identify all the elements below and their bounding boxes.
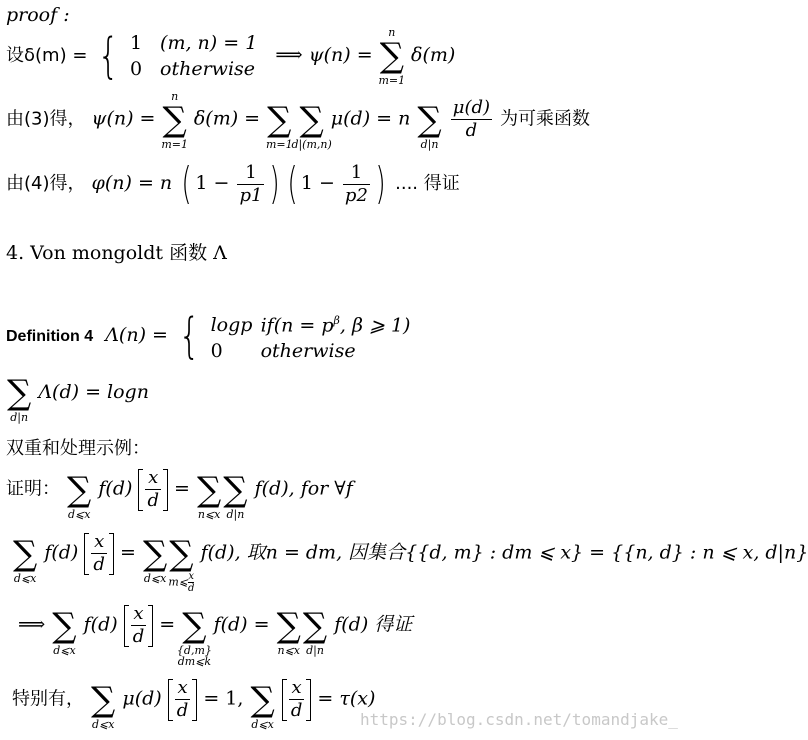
sum-sub: d⩽x	[67, 507, 91, 521]
floor-left-bracket	[282, 679, 287, 721]
line3-prefix: 由(4)得，	[6, 173, 86, 194]
sum-sub: m=1	[265, 137, 293, 151]
phi-formula-line	[6, 158, 460, 209]
fraction-denominator: d	[132, 626, 145, 647]
double-sum-title: 双重和处理示例：	[6, 438, 150, 459]
fraction-numerator: 1	[237, 163, 264, 185]
delta-prefix: 设δ(m) =	[6, 45, 88, 66]
sum-sup: n	[171, 89, 179, 103]
line3-tail: .... 得证	[395, 173, 460, 194]
sum-symbol: ∑ m⩽ $\frac{x}{d}$	[168, 533, 195, 594]
sub-fraction-denominator: d	[188, 582, 195, 594]
sum-sub: d|(m,n)	[291, 137, 332, 151]
case2-condition: otherwise	[260, 340, 356, 363]
fraction-denominator: d	[147, 490, 159, 511]
lambda-sum-line	[6, 373, 149, 424]
case1-superscript: β	[333, 314, 340, 327]
sum-sup: n	[388, 26, 396, 39]
left-brace: {	[98, 28, 120, 84]
fraction-numerator: x	[289, 678, 305, 700]
sum-symbol: ∑ d|n	[302, 605, 328, 657]
psi-lhs-2: ψ(n) =	[91, 107, 156, 130]
one-over-p2-fraction	[343, 163, 370, 206]
equals-sign: =	[119, 541, 136, 564]
right-paren: )	[375, 158, 386, 209]
case1-rest: , β ⩾ 1)	[339, 314, 411, 337]
fraction-numerator: μ(d)	[452, 97, 491, 118]
floor-right-bracket	[306, 679, 311, 721]
sum-sub: d⩽x	[251, 717, 274, 731]
proof-label: proof :	[6, 4, 70, 26]
case2-condition: otherwise	[160, 58, 256, 80]
delta-definition-line	[6, 26, 456, 87]
proof-tail: f(d), for ∀f	[254, 477, 353, 500]
implies-arrow: ⟹	[18, 613, 46, 636]
sum-symbol: ∑ d⩽x	[142, 533, 168, 585]
case1-value: logp	[210, 314, 253, 337]
fraction-numerator: x	[131, 604, 147, 626]
definition-label: Definition 4	[6, 328, 94, 346]
sum-symbol: ∑ d⩽x	[13, 533, 38, 585]
line8-tail: = τ(x)	[317, 687, 376, 710]
sum-symbol: ∑ d|n	[7, 373, 32, 424]
sum-symbol: ∑ d|(m,n)	[291, 99, 332, 151]
line2-tail: 为可乘函数	[500, 108, 591, 130]
case2-value: 0	[130, 58, 143, 80]
case1-condition: if(n = p	[260, 314, 334, 337]
floor-right-bracket	[148, 605, 153, 647]
sum-symbol: ∑ m=1	[265, 99, 293, 151]
substitution-line	[12, 531, 808, 594]
sum-symbol: ∑ d|n	[417, 99, 442, 151]
fraction-denominator: d	[93, 554, 105, 575]
sum-symbol: ∑ d⩽x	[67, 469, 92, 521]
x-over-d-fraction	[145, 468, 161, 511]
line2-prefix: 由(3)得，	[6, 108, 86, 130]
equals-sign: =	[159, 613, 176, 636]
line7-tail: f(d) 得证	[334, 613, 413, 636]
proof-prefix: 证明：	[6, 478, 60, 500]
case1-value: 1	[130, 32, 143, 54]
case2-value: 0	[210, 340, 223, 363]
line8-prefix: 特别有，	[12, 688, 84, 710]
mid1: δ(m) =	[193, 107, 261, 130]
floor-right-bracket	[192, 679, 197, 721]
implies-arrow: ⟹	[275, 44, 303, 66]
fraction-numerator: 1	[343, 163, 370, 185]
fraction-denominator: d	[290, 700, 303, 721]
delta-cases	[130, 30, 257, 82]
sum-sub: d⩽x	[53, 643, 76, 657]
sum-symbol: ∑ d|n	[223, 469, 248, 521]
fraction-denominator: d	[176, 700, 189, 721]
left-paren: (	[181, 158, 192, 209]
definition-4-line	[6, 308, 410, 364]
lambda-cases	[211, 308, 411, 364]
sum-sub-text: m⩽	[168, 575, 188, 588]
floor-left-bracket	[138, 469, 143, 511]
sum-sub-two-line	[177, 645, 212, 667]
psi-multiplicative-line	[6, 89, 591, 151]
sum-symbol: n ∑ m=1	[161, 89, 188, 151]
special-case-line	[12, 677, 376, 731]
sum-sub: d|n	[420, 137, 439, 151]
conclusion-line	[18, 603, 413, 668]
watermark-url: https://blog.csdn.net/tomandjake_	[360, 710, 678, 729]
f-d: f(d)	[44, 541, 79, 564]
mu-d: μ(d)	[122, 687, 162, 710]
equals-sign: =	[174, 477, 190, 500]
sum-sub-line1: {d,m}	[176, 643, 212, 657]
sum-symbol: ∑ d⩽x	[52, 605, 77, 657]
sub-fraction-numerator: x	[188, 570, 195, 582]
sum-sub-fraction	[168, 571, 194, 594]
right-paren: )	[269, 158, 281, 209]
floor-right-bracket	[109, 533, 114, 575]
proof-double-sum-line	[6, 467, 353, 521]
f-d: f(d)	[83, 613, 118, 636]
one-minus-b: 1 −	[300, 172, 335, 194]
lambda-lhs: Λ(n) =	[105, 324, 168, 347]
f-d: f(d)	[98, 477, 133, 500]
sum-symbol: ∑ d⩽x	[250, 679, 275, 731]
floor-left-bracket	[124, 605, 129, 647]
left-paren: (	[287, 158, 298, 209]
sum-sub: n⩽x	[197, 507, 221, 521]
fraction-numerator: x	[145, 468, 161, 490]
left-brace: {	[178, 308, 200, 365]
floor-left-bracket	[84, 533, 89, 575]
line7-mid: f(d) =	[213, 613, 270, 636]
fraction-numerator: x	[175, 678, 191, 700]
sum-sub: d⩽x	[143, 571, 167, 585]
lambda-sum-body: Λ(d) = logn	[38, 381, 149, 403]
line6-tail: f(d), 取n = dm, 因集合{{d, m} : dm ⩽ x} = {{n, d} : n ⩽ x, d|n}	[200, 541, 808, 564]
floor-left-bracket	[168, 679, 173, 721]
mid2: μ(d) = n	[330, 107, 411, 130]
sum-sub: m=1	[161, 137, 188, 151]
sum-symbol: ∑ d⩽x	[91, 679, 116, 731]
section-4-heading: 4. Von mongoldt 函数 Λ	[6, 242, 227, 264]
case1-condition: (m, n) = 1	[160, 32, 258, 54]
sum-sub: d⩽x	[91, 717, 115, 731]
sum-sub: d|n	[10, 411, 29, 424]
sum-symbol: ∑ n⩽x	[276, 605, 301, 657]
x-over-d-fraction	[175, 678, 191, 721]
line8-mid: = 1,	[203, 687, 244, 710]
sum-symbol: ∑ n⩽x	[197, 469, 222, 521]
delta-tail: δ(m)	[411, 44, 456, 66]
sum-sub: m=1	[378, 74, 406, 87]
fraction-numerator: x	[91, 532, 107, 554]
sum-sub: d|n	[226, 507, 245, 521]
sum-symbol: n ∑ m=1	[378, 26, 406, 87]
one-minus-a: 1 −	[195, 172, 230, 194]
fraction-denominator: p1	[239, 184, 263, 206]
psi-lhs: ψ(n) =	[308, 44, 373, 66]
sum-sub: d⩽x	[13, 571, 37, 585]
sum-sub: n⩽x	[277, 643, 301, 657]
x-over-d-fraction	[131, 604, 147, 647]
phi-lhs: φ(n) = n	[91, 172, 173, 194]
sum-sub: d|n	[306, 643, 324, 657]
fraction-denominator: p2	[344, 184, 368, 206]
one-over-p1-fraction	[237, 163, 264, 206]
mu-over-d-fraction	[451, 98, 492, 141]
sum-sub-line2: dm⩽k	[177, 654, 212, 668]
fraction-denominator: d	[465, 120, 478, 141]
floor-right-bracket	[163, 469, 168, 511]
sum-symbol: ∑ {d,m} dm⩽k	[176, 605, 212, 668]
x-over-d-fraction	[289, 678, 305, 721]
x-over-d-fraction	[91, 532, 107, 575]
